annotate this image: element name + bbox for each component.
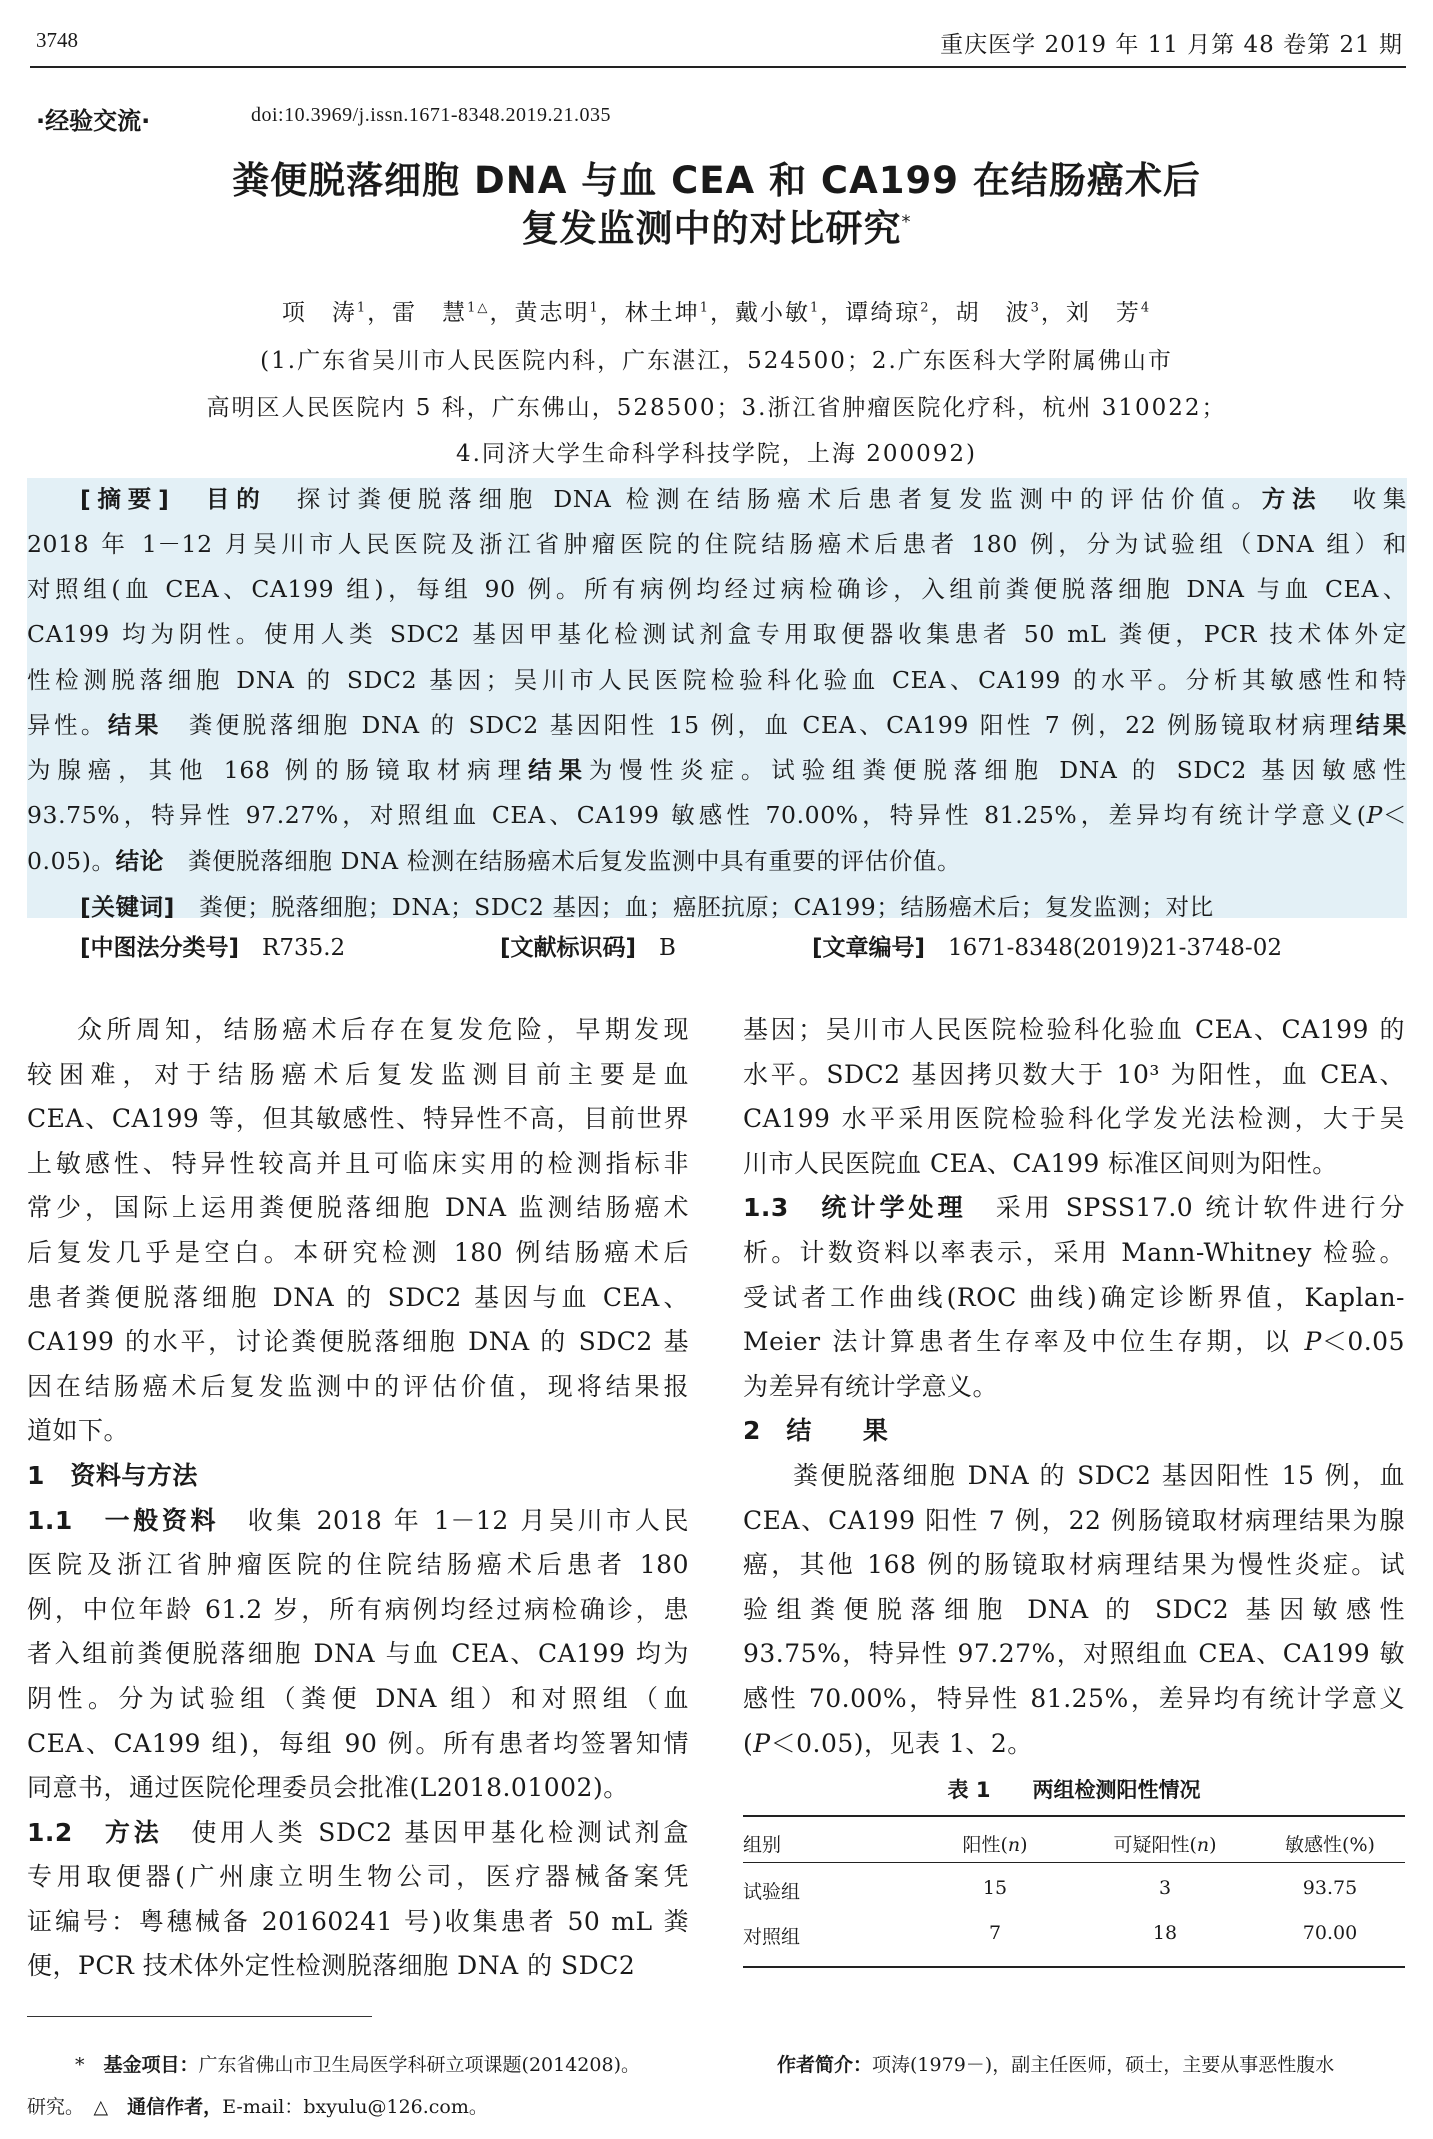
table-mid-rule (743, 1862, 1405, 1863)
author-name: 林土坤$^1$ (624, 300, 710, 326)
body-text-line: 1.3 统计学处理 采用 SPSS17.0 统计软件进行分 (743, 1193, 1405, 1222)
body-text-line: CA199 水平采用医院检验科化学发光法检测，大于吴 (743, 1104, 1405, 1133)
header-rule (30, 66, 1406, 68)
abstract-line: 性检测脱落细胞 DNA 的 SDC2 基因；吴川市人民医院检验科化验血 CEA、CA199 的水平。分析其敏感性和特 (27, 666, 1407, 694)
body-text-line: CA199 的水平，讨论粪便脱落细胞 DNA 的 SDC2 基 (27, 1327, 689, 1356)
table-header-cell: 敏感性(%) (1285, 1834, 1375, 1856)
author-affiliation-mark: 2 (920, 300, 931, 316)
keywords-line (80, 888, 1407, 922)
table-cell: 对照组 (743, 1926, 801, 1948)
author-bio-footnote: 作者简介：项涛(1979－)，副主任医师，硕士，主要从事恶性腹水 (777, 2054, 1335, 2076)
abstract-line: CA199 均为阴性。使用人类 SDC2 基因甲基化检测试剂盒专用取便器收集患者 50 mL 粪便，PCR 技术体外定 (27, 620, 1407, 648)
author-affiliation-mark: 4 (1140, 300, 1152, 316)
author-name: 胡 波$^3$ (955, 300, 1041, 326)
body-text-line: 例，中位年龄 61.2 岁，所有病例均经过病检确诊，患 (27, 1595, 689, 1624)
author-name: 黄志明$^1$ (514, 300, 600, 326)
body-text-line: 1.2 方法 使用人类 SDC2 基因甲基化检测试剂盒 (27, 1818, 689, 1847)
table-title: 表 1 两组检测阳性情况 (947, 1778, 1201, 1802)
body-text-line: 粪便脱落细胞 DNA 的 SDC2 基因阳性 15 例，血 (793, 1461, 1405, 1490)
section-heading: 1 资料与方法 (27, 1461, 198, 1490)
table-cell: 试验组 (743, 1881, 801, 1903)
title-line-1: 粪便脱落细胞 DNA 与血 CEA 和 CA199 在结肠癌术后 (232, 159, 1201, 202)
doi: doi:10.3969/j.issn.1671-8348.2019.21.035 (251, 104, 612, 126)
table-cell: 15 (982, 1877, 1008, 1899)
author-affiliation-mark: 1 (356, 300, 368, 316)
abstract-line: 为腺癌，其他 168 例的肠镜取材病理结果为慢性炎症。试验组粪便脱落细胞 DNA 的 SDC2 基因敏感性 (27, 756, 1407, 784)
author-list: 项 涛$^1$，雷 慧$^{1\triangle}$，黄志明$^1$，林土坤$^1$，戴小敏$^1$，谭绮琼$^2$，胡 波$^3$，刘 芳$^4$ (281, 300, 1152, 326)
abstract-line: 93.75%，特异性 97.27%，对照组血 CEA、CA199 敏感性 70.00%，特异性 81.25%，差异均有统计学意义(P＜ (27, 801, 1407, 829)
fund-footnote: * 基金项目：广东省佛山市卫生局医学科研立项课题(2014208)。 (75, 2054, 640, 2076)
body-text-line: 便，PCR 技术体外定性检测脱落细胞 DNA 的 SDC2 (27, 1951, 636, 1980)
body-text-line: CEA、CA199 等，但其敏感性、特异性不高，目前世界 (27, 1104, 689, 1133)
author-name: 雷 慧$^{1\triangle}$ (392, 300, 490, 326)
article-number: [文章编号] 1671-8348(2019)21-3748-02 (812, 935, 1282, 961)
abstract-line: [摘要] 目的 探讨粪便脱落细胞 DNA 检测在结肠癌术后患者复发监测中的评估价值。方法 收集 (80, 485, 1407, 513)
body-text-line: 癌，其他 168 例的肠镜取材病理结果为慢性炎症。试 (743, 1550, 1405, 1579)
body-text-line: 后复发几乎是空白。本研究检测 180 例结肠癌术后 (27, 1238, 689, 1267)
body-text-line: 因在结肠癌术后复发监测中的评估价值，现将结果报 (27, 1372, 689, 1401)
author-name: 刘 芳$^4$ (1065, 300, 1152, 326)
journal-header: 重庆医学 2019 年 11 月第 48 卷第 21 期 (940, 32, 1403, 58)
author-name: 项 涛$^1$ (281, 300, 368, 326)
author-affiliation-mark: 3 (1030, 300, 1041, 316)
body-text-line: 基因；吴川市人民医院检验科化验血 CEA、CA199 的 (743, 1015, 1405, 1044)
document-code: [文献标识码] B (500, 935, 676, 961)
body-text-line: 上敏感性、特异性较高并且可临床实用的检测指标非 (27, 1149, 689, 1178)
abstract-line: 异性。结果 粪便脱落细胞 DNA 的 SDC2 基因阳性 15 例，血 CEA、CA199 阳性 7 例，22 例肠镜取材病理结果 (27, 711, 1408, 739)
table-cell: 93.75 (1302, 1877, 1358, 1899)
table-header-cell: 组别 (743, 1834, 782, 1856)
author-affiliation-mark: 1△ (467, 300, 490, 316)
clc-code: [中图法分类号] R735.2 (80, 935, 346, 961)
keywords-label: [关键词] (80, 893, 175, 921)
table-bottom-rule (743, 1966, 1405, 1968)
body-text-line: Meier 法计算患者生存率及中位生存期，以 P＜0.05 (743, 1327, 1405, 1356)
body-text-line: 患者粪便脱落细胞 DNA 的 SDC2 基因与血 CEA、 (27, 1283, 689, 1312)
title-mark: * (901, 211, 912, 233)
section-tag: ·经验交流· (36, 107, 151, 135)
table-cell: 3 (1158, 1877, 1172, 1899)
table-cell: 18 (1152, 1922, 1178, 1944)
body-text-line: 道如下。 (27, 1416, 130, 1445)
footnote-rule (27, 2016, 372, 2017)
body-text-line: 阴性。分为试验组（粪便 DNA 组）和对照组（血 (27, 1684, 689, 1713)
body-text-line: 专用取便器(广州康立明生物公司，医疗器械备案凭 (27, 1862, 689, 1891)
affiliation-line: 4.同济大学生命科学科技学院，上海 200092) (455, 441, 978, 467)
body-text-line: 者入组前粪便脱落细胞 DNA 与血 CEA、CA199 均为 (27, 1639, 689, 1668)
body-text-line: 为差异有统计学意义。 (743, 1372, 999, 1401)
body-text-line: 证编号：粤穗械备 20160241 号)收集患者 50 mL 粪 (27, 1907, 689, 1936)
table-top-rule (743, 1815, 1405, 1817)
body-text-line: CEA、CA199 阳性 7 例，22 例肠镜取材病理结果为腺 (743, 1506, 1405, 1535)
page-number: 3748 (36, 28, 78, 52)
keywords: 粪便；脱落细胞；DNA；SDC2 基因；血；癌胚抗原；CA199；结肠癌术后；复发监测；对比 (199, 893, 1214, 921)
body-text-line: 众所周知，结肠癌术后存在复发危险，早期发现 (77, 1015, 689, 1044)
author-affiliation-mark: 1 (810, 300, 821, 316)
author-name: 谭绮琼$^2$ (845, 300, 931, 326)
affiliation-line: (1.广东省吴川市人民医院内科，广东湛江，524500；2.广东医科大学附属佛山市 (260, 348, 1173, 374)
body-text-line: 验组粪便脱落细胞 DNA 的 SDC2 基因敏感性 (743, 1595, 1405, 1624)
body-text-line: 受试者工作曲线(ROC 曲线)确定诊断界值，Kaplan- (743, 1283, 1405, 1312)
table-header-cell: 阳性(n) (962, 1834, 1028, 1856)
table-header-cell: 可疑阳性(n) (1113, 1834, 1217, 1856)
author-affiliation-mark: 1 (589, 300, 600, 316)
body-text-line: 较困难，对于结肠癌术后复发监测目前主要是血 (27, 1060, 689, 1089)
body-text-line: 常少，国际上运用粪便脱落细胞 DNA 监测结肠癌术 (27, 1193, 689, 1222)
title-line-2: 复发监测中的对比研究* (521, 207, 912, 250)
author-affiliation-mark: 1 (699, 300, 710, 316)
body-text-line: 析。计数资料以率表示，采用 Mann-Whitney 检验。 (743, 1238, 1405, 1267)
affiliation-line: 高明区人民医院内 5 科，广东佛山，528500；3.浙江省肿瘤医院化疗科，杭州 310022； (206, 395, 1227, 421)
footnote-continuation: 研究。 △ 通信作者，E-mail：bxyulu@126.com。 (27, 2096, 488, 2118)
abstract-line: 2018 年 1－12 月吴川市人民医院及浙江省肿瘤医院的住院结肠癌术后患者 180 例，分为试验组（DNA 组）和 (27, 530, 1407, 558)
section-heading: 2 结 果 (743, 1416, 889, 1445)
body-text-line: 感性 70.00%，特异性 81.25%，差异均有统计学意义 (743, 1684, 1405, 1713)
table-cell: 70.00 (1302, 1922, 1358, 1944)
body-text-line: 医院及浙江省肿瘤医院的住院结肠癌术后患者 180 (27, 1550, 689, 1579)
body-text-line: 水平。SDC2 基因拷贝数大于 10³ 为阳性，血 CEA、 (743, 1060, 1405, 1089)
body-text-line: 同意书，通过医院伦理委员会批准(L2018.01002)。 (27, 1773, 629, 1802)
abstract-line: 0.05)。结论 粪便脱落细胞 DNA 检测在结肠癌术后复发监测中具有重要的评估价值。 (27, 847, 962, 875)
body-text-line: 川市人民医院血 CEA、CA199 标准区间则为阳性。 (743, 1149, 1338, 1178)
abstract-line: 对照组(血 CEA、CA199 组)，每组 90 例。所有病例均经过病检确诊，入组前粪便脱落细胞 DNA 与血 CEA、 (27, 575, 1407, 603)
body-text-line: CEA、CA199 组)，每组 90 例。所有患者均签署知情 (27, 1729, 689, 1758)
body-text-line: 93.75%，特异性 97.27%，对照组血 CEA、CA199 敏 (743, 1639, 1405, 1668)
author-name: 戴小敏$^1$ (735, 300, 821, 326)
table-cell: 7 (988, 1922, 1002, 1944)
body-text-line: (P＜0.05)，见表 1、2。 (743, 1729, 1033, 1758)
body-text-line: 1.1 一般资料 收集 2018 年 1－12 月吴川市人民 (27, 1506, 689, 1535)
